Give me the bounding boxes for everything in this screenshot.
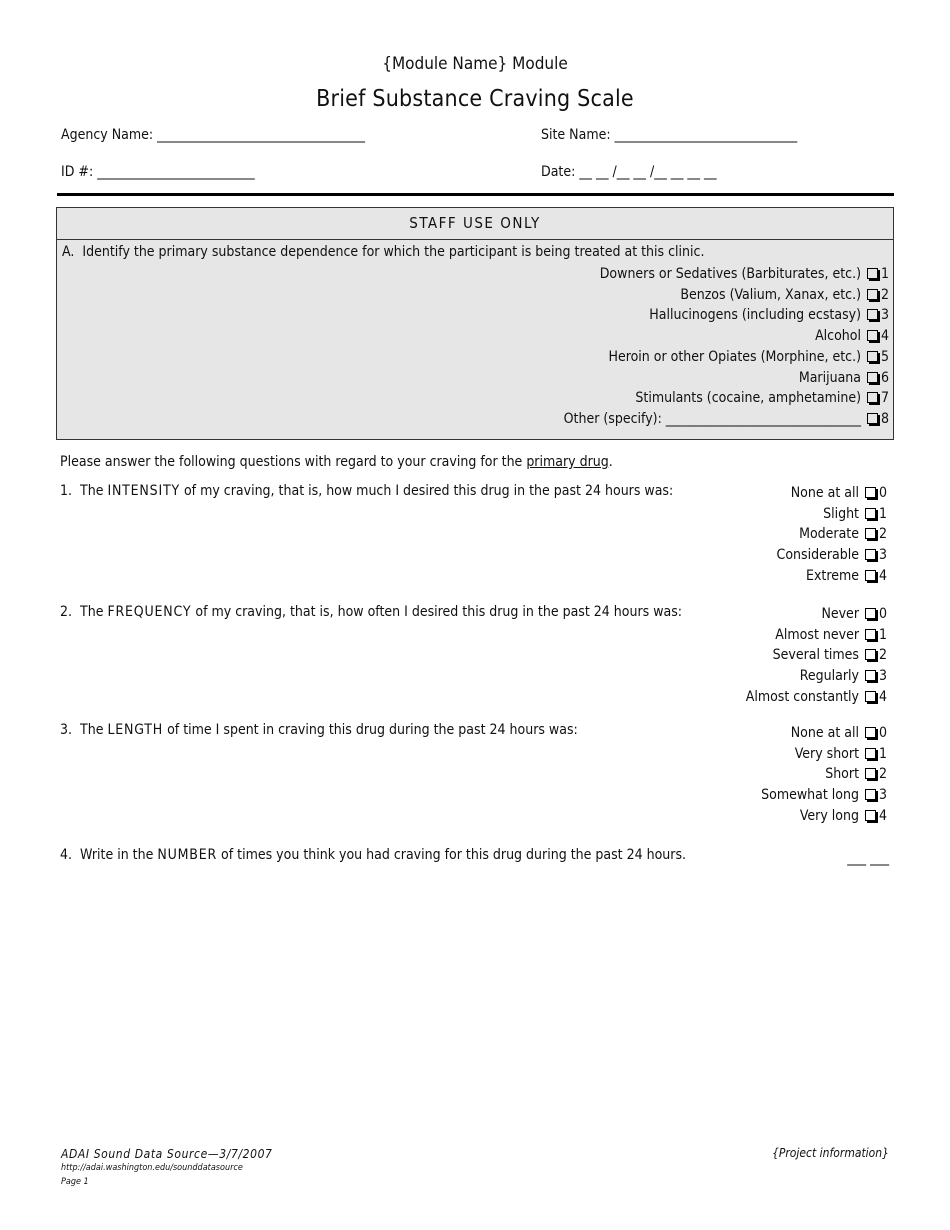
- intensity-option[interactable]: [777, 545, 889, 566]
- option-label: Several times: [772, 647, 859, 664]
- question-text: The: [80, 604, 108, 620]
- intensity-option[interactable]: [777, 483, 889, 504]
- option-code: 1: [879, 626, 888, 643]
- option-code: 1: [879, 745, 888, 762]
- checkbox[interactable]: [865, 649, 876, 660]
- option-label: Regularly: [799, 668, 859, 685]
- question-number: 1.: [60, 483, 73, 499]
- question-text: of my craving, that is, how often I desired this drug in the past 24 hours was:: [191, 604, 683, 620]
- id-field[interactable]: [61, 164, 255, 180]
- question-keyword: FREQUENCY: [107, 604, 192, 620]
- option-code: 5: [881, 348, 890, 365]
- question-number: 2.: [60, 604, 73, 620]
- question-3: [60, 722, 578, 738]
- agency-name-field[interactable]: [61, 127, 365, 143]
- option-code: 2: [881, 286, 890, 303]
- option-code: 7: [881, 390, 890, 407]
- option-code: 0: [879, 485, 888, 501]
- checkbox[interactable]: [865, 549, 876, 560]
- substance-option[interactable]: [564, 285, 891, 306]
- option-code: 4: [879, 567, 888, 584]
- project-information: {Project information}: [771, 1146, 889, 1160]
- option-label: None at all: [790, 485, 859, 501]
- checkbox[interactable]: [865, 810, 876, 821]
- date-label: Date:: [541, 164, 576, 180]
- site-name-blank[interactable]: _____________________________: [614, 127, 798, 143]
- instructions-text: Please answer the following questions with regard to your craving for the: [60, 454, 527, 470]
- option-label: Hallucinogens (including ecstasy): [649, 307, 861, 324]
- checkbox[interactable]: [867, 289, 878, 300]
- agency-name-label: Agency Name:: [61, 127, 154, 143]
- staff-question: [62, 244, 704, 260]
- intensity-option[interactable]: [777, 524, 889, 545]
- checkbox[interactable]: [867, 392, 878, 403]
- checkbox[interactable]: [865, 608, 876, 619]
- checkbox[interactable]: [865, 570, 876, 581]
- option-label: Short: [825, 766, 859, 783]
- substance-option[interactable]: [564, 347, 891, 368]
- header-divider: [57, 193, 894, 196]
- option-code: 1: [881, 266, 890, 282]
- question-keyword: NUMBER: [157, 847, 218, 863]
- question-text: of my craving, that is, how much I desired this drug in the past 24 hours was:: [179, 483, 674, 499]
- question-keyword: LENGTH: [107, 722, 164, 738]
- checkbox[interactable]: [867, 351, 878, 362]
- option-code: 2: [879, 526, 888, 543]
- option-label: Almost never: [775, 626, 859, 643]
- date-field[interactable]: [541, 164, 717, 180]
- checkbox[interactable]: [867, 309, 878, 320]
- intensity-option[interactable]: [777, 566, 889, 587]
- option-code: 6: [881, 369, 890, 386]
- option-code: 8: [881, 410, 890, 427]
- substance-options: [564, 264, 891, 430]
- checkbox[interactable]: [865, 727, 876, 738]
- checkbox[interactable]: [865, 670, 876, 681]
- option-label: Never: [821, 606, 859, 622]
- page-title: Brief Substance Craving Scale: [316, 86, 634, 112]
- id-label: ID #:: [61, 164, 94, 180]
- option-code: 3: [879, 547, 888, 564]
- option-code: 2: [879, 647, 888, 664]
- option-code: 4: [881, 328, 890, 345]
- option-code: 3: [879, 787, 888, 804]
- length-options: [761, 723, 889, 827]
- option-code: 0: [879, 725, 888, 741]
- option-label: Downers or Sedatives (Barbiturates, etc.): [599, 266, 861, 282]
- question-1: [60, 483, 673, 499]
- option-code: 1: [879, 505, 888, 522]
- id-blank[interactable]: _________________________: [97, 164, 255, 180]
- length-option[interactable]: [761, 806, 889, 827]
- option-code: 3: [881, 307, 890, 324]
- checkbox[interactable]: [865, 789, 876, 800]
- substance-option[interactable]: [564, 326, 891, 347]
- question-text: of time I spent in craving this drug during the past 24 hours was:: [163, 722, 578, 738]
- option-code: 4: [879, 688, 888, 705]
- question-text: The: [80, 722, 108, 738]
- question-2: [60, 604, 682, 620]
- option-label: Almost constantly: [745, 688, 859, 705]
- option-label: Moderate: [799, 526, 859, 543]
- length-option[interactable]: [761, 744, 889, 765]
- option-label: Considerable: [776, 547, 859, 564]
- frequency-option[interactable]: [746, 687, 889, 708]
- substance-option[interactable]: [564, 388, 891, 409]
- date-blank[interactable]: __ __ /__ __ /__ __ __ __: [579, 164, 717, 180]
- checkbox[interactable]: [867, 268, 878, 279]
- substance-option[interactable]: [564, 264, 891, 285]
- substance-option[interactable]: [564, 368, 891, 389]
- question-text: The: [80, 483, 108, 499]
- option-label: Heroin or other Opiates (Morphine, etc.): [608, 348, 861, 365]
- option-label: Alcohol: [815, 328, 861, 345]
- frequency-option[interactable]: [746, 604, 889, 625]
- substance-option[interactable]: [564, 409, 891, 430]
- substance-option[interactable]: [564, 305, 891, 326]
- staff-question-text: Identify the primary substance dependence for which the participant is being treated at this clinic.: [82, 244, 705, 260]
- instructions: [60, 454, 613, 470]
- option-label: None at all: [790, 725, 859, 741]
- frequency-option[interactable]: [746, 666, 889, 687]
- question-text: Write in the: [80, 847, 158, 863]
- frequency-options: [746, 604, 889, 708]
- intensity-option[interactable]: [777, 504, 889, 525]
- instructions-suffix: .: [608, 454, 613, 470]
- craving-count-blank[interactable]: ___ ___: [847, 850, 889, 866]
- checkbox[interactable]: [867, 330, 878, 341]
- option-label[interactable]: Other (specify): _______________________________: [563, 410, 861, 427]
- question-keyword: INTENSITY: [107, 483, 180, 499]
- option-code: 4: [879, 807, 888, 824]
- checkbox[interactable]: [865, 768, 876, 779]
- agency-name-blank[interactable]: _________________________________: [157, 127, 365, 143]
- site-name-field[interactable]: [541, 127, 797, 143]
- checkbox[interactable]: [865, 528, 876, 539]
- module-name: {Module Name} Module: [382, 54, 568, 74]
- primary-drug-emphasis: primary drug: [526, 454, 609, 470]
- option-label: Stimulants (cocaine, amphetamine): [635, 390, 861, 407]
- option-label: Marijuana: [798, 369, 861, 386]
- option-label: Very short: [794, 745, 859, 762]
- frequency-option[interactable]: [746, 625, 889, 646]
- footer-source: ADAI Sound Data Source—3/7/2007: [61, 1147, 273, 1161]
- staff-question-letter: A.: [62, 244, 75, 260]
- footer-url[interactable]: http://adai.washington.edu/sounddatasource: [61, 1163, 243, 1173]
- option-label: Benzos (Valium, Xanax, etc.): [680, 286, 861, 303]
- staff-use-only-heading: STAFF USE ONLY: [57, 208, 893, 240]
- checkbox[interactable]: [865, 487, 876, 498]
- option-code: 0: [879, 606, 888, 622]
- checkbox[interactable]: [867, 413, 878, 424]
- option-label: Very long: [799, 807, 859, 824]
- page-number: Page 1: [61, 1177, 89, 1187]
- length-option[interactable]: [761, 785, 889, 806]
- intensity-options: [777, 483, 889, 587]
- question-4: [60, 847, 686, 863]
- checkbox[interactable]: [865, 508, 876, 519]
- option-code: 3: [879, 668, 888, 685]
- site-name-label: Site Name:: [541, 127, 611, 143]
- staff-use-only-box: [56, 207, 894, 440]
- option-code: 2: [879, 766, 888, 783]
- option-label: Somewhat long: [761, 787, 859, 804]
- length-option[interactable]: [761, 764, 889, 785]
- option-label: Slight: [823, 505, 859, 522]
- frequency-option[interactable]: [746, 645, 889, 666]
- checkbox[interactable]: [865, 691, 876, 702]
- length-option[interactable]: [761, 723, 889, 744]
- question-text: of times you think you had craving for this drug during the past 24 hours.: [217, 847, 687, 863]
- question-number: 3.: [60, 722, 73, 738]
- option-label: Extreme: [806, 567, 859, 584]
- checkbox[interactable]: [867, 372, 878, 383]
- checkbox[interactable]: [865, 748, 876, 759]
- checkbox[interactable]: [865, 629, 876, 640]
- question-number: 4.: [60, 847, 73, 863]
